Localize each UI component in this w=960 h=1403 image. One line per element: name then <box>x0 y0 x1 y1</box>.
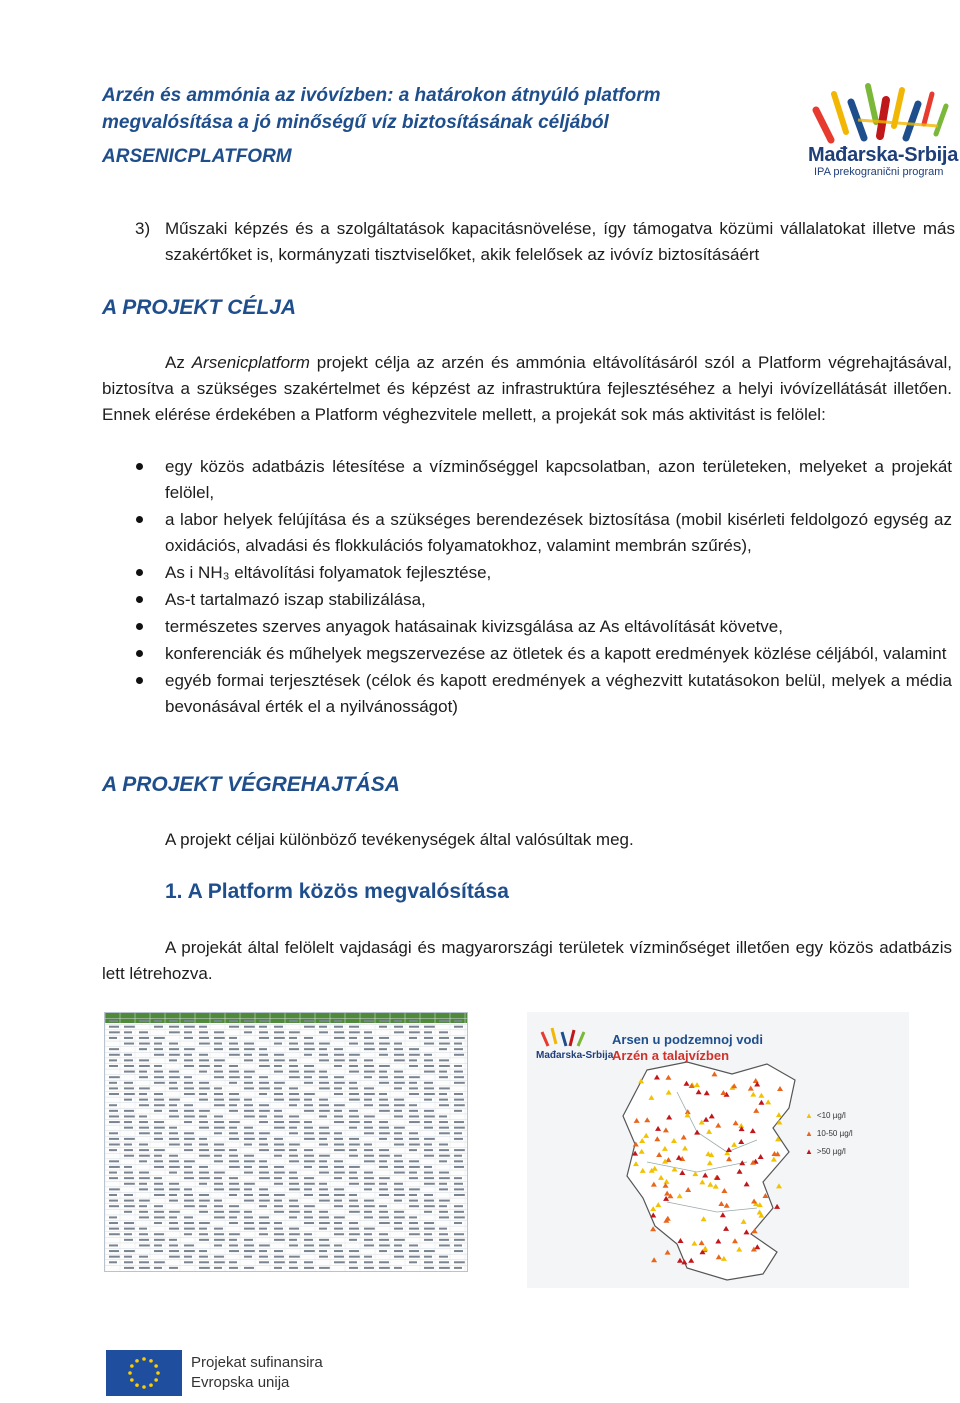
logo-name: Mađarska-Srbija <box>808 144 959 166</box>
legend-label: 10-50 µg/l <box>816 1128 853 1138</box>
map-title-serbian: Arsen u podzemnoj vodi <box>612 1032 763 1047</box>
item-number: 3) <box>135 219 151 238</box>
sample-marker <box>651 1257 657 1262</box>
project-name-italic: Arsenicplatform <box>191 353 310 372</box>
bullet-icon <box>136 677 143 684</box>
footer-line-2: Evropska unija <box>191 1374 290 1391</box>
document-title: Arzén és ammónia az ivóvízben: a határokon átnyúló platform megvalósítása a jó minőségű víz biztosításának céljából <box>102 85 661 133</box>
list-item <box>102 507 952 559</box>
eu-flag-icon <box>106 1350 182 1396</box>
list-item <box>102 668 952 720</box>
sample-marker <box>776 1183 782 1188</box>
section-heading-goal: A PROJEKT CÉLJA <box>102 296 297 319</box>
triangle-marker-icon: ▲ <box>805 1128 813 1138</box>
map-legend <box>805 1106 853 1160</box>
goal-paragraph <box>102 350 952 428</box>
bullet-icon <box>136 569 143 576</box>
sample-marker <box>650 1226 656 1231</box>
list-item <box>102 587 952 613</box>
list-item <box>102 560 952 586</box>
list-item-text: As i NH₃ eltávolítási folyamatok fejlesztése, <box>165 563 492 582</box>
triangle-marker-icon: ▲ <box>805 1146 813 1156</box>
list-item-text: egy közös adatbázis létesítése a vízminőséggel kapcsolatban, azon területeken, melyeket a projekát felölel, <box>165 457 952 502</box>
list-item <box>102 641 952 667</box>
legend-label: <10 µg/l <box>816 1110 846 1120</box>
list-item <box>102 614 952 640</box>
list-item <box>102 454 952 506</box>
list-item-text: a labor helyek felújítása és a szükséges berendezések biztosítása (mobil kisérleti feldolgozó egység az oxidációs, alvadási és flokkulációs folyamatokhoz, valamint membrán szűrés), <box>165 510 952 555</box>
project-acronym: ARSENICPLATFORM <box>102 146 292 167</box>
goal-intro-text: projekt célja az arzén és ammónia eltávolításáról szól a Platform végrehajtásával, biztosítva a szükséges szakértelmet és képzést az infrastruktúra fejlesztéséhez a helyi ivóvízellátását illetően. Ennek elérése érdekében a Platform véghezvitele mellett, a projekát sok más aktivitást is felölel: <box>102 353 952 424</box>
item-text: Műszaki képzés és a szolgáltatások kapacitásnövelése, így támogatva közümi vállalatokat illetve más szakértőket is, kormányzati tisztviselőket, akik felelősek az ivóvíz biztosításáért <box>165 219 955 264</box>
map-logo-icon <box>536 1026 596 1050</box>
map-title-hungarian: Arzén a talajvízben <box>612 1048 730 1063</box>
legend-item <box>805 1142 853 1160</box>
list-item-text: egyéb formai terjesztések (célok és kapott eredmények a véghezvitt kutatásokon belül, melyek a média bevonásával érték el a nyilvánosságot) <box>165 671 952 716</box>
sample-marker <box>774 1204 780 1209</box>
logo-subtitle: IPA prekogranični program <box>814 166 944 178</box>
list-item-text: konferenciák és műhelyek megszervezése az ötletek és a kapott eredmények közlése céljából, valamint <box>165 644 947 663</box>
bullet-icon <box>136 623 143 630</box>
list-item-text: As-t tartalmazó iszap stabilizálása, <box>165 590 426 609</box>
legend-item <box>805 1124 853 1142</box>
step-1-text: A projekát által felölelt vajdasági és magyarországi területek vízminőséget illetően egy közös adatbázis lett létrehozva. <box>102 938 952 983</box>
bullet-icon <box>136 596 143 603</box>
step-1-title: 1. A Platform közös megvalósítása <box>165 880 509 903</box>
section-heading-implementation: A PROJEKT VÉGREHAJTÁSA <box>102 773 400 796</box>
eu-cofinancing-text <box>191 1353 323 1393</box>
goal-intro-prefix: Az <box>165 353 192 372</box>
numbered-item-3 <box>135 216 955 268</box>
bullet-icon <box>136 516 143 523</box>
footer-line-1: Projekat sufinansira <box>191 1354 323 1371</box>
legend-label: >50 µg/l <box>816 1146 846 1156</box>
legend-item <box>805 1106 853 1124</box>
bullet-icon <box>136 650 143 657</box>
spreadsheet-grid <box>105 1013 467 1271</box>
triangle-marker-icon: ▲ <box>805 1110 813 1120</box>
sample-marker <box>677 1258 683 1263</box>
database-spreadsheet-image <box>104 1012 468 1272</box>
map-brand: Mađarska-Srbija <box>536 1050 614 1061</box>
bullet-icon <box>136 463 143 470</box>
list-item-text: természetes szerves anyagok hatásainak kivizsgálása az As eltávolítását követve, <box>165 617 783 636</box>
activity-list <box>102 454 952 721</box>
implementation-intro: A projekt céljai különböző tevékenységek által valósúltak meg. <box>165 830 634 849</box>
sample-marker <box>665 1250 671 1255</box>
